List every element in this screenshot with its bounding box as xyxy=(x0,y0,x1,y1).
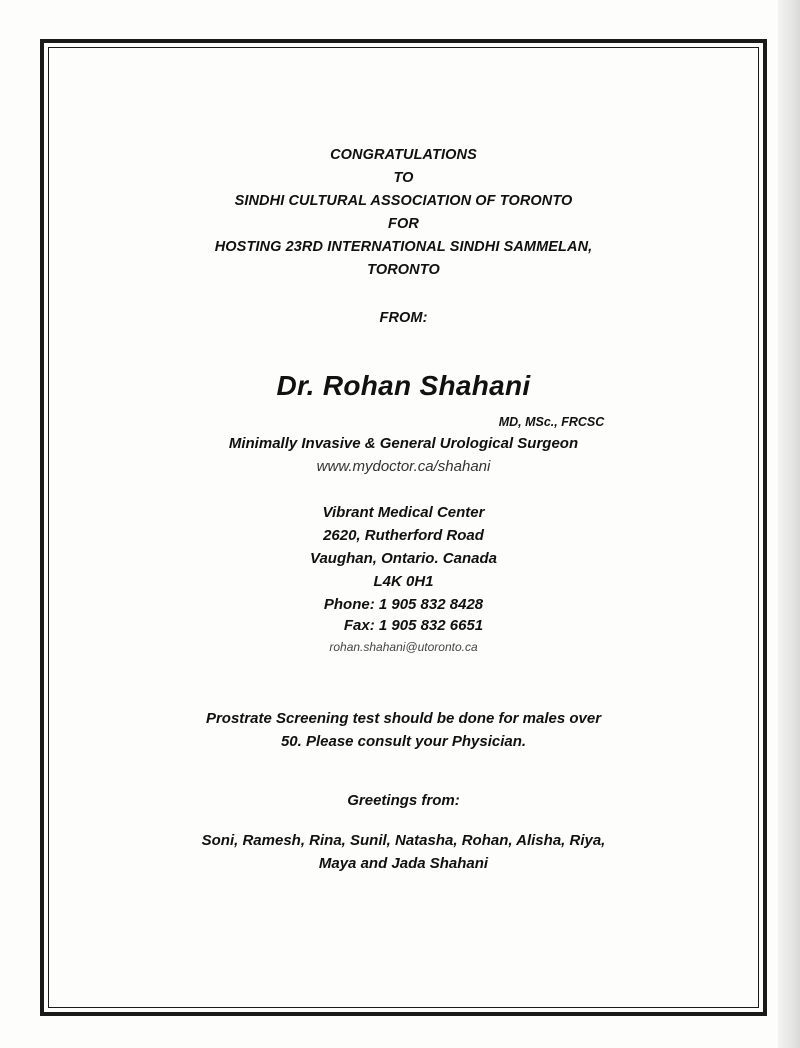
header-congratulations: CONGRATULATIONS xyxy=(330,147,477,163)
notice-line-2: 50. Please consult your Physician. xyxy=(280,733,527,750)
clinic-fax: Fax: 1 905 832 6651 xyxy=(343,617,484,634)
ad-content xyxy=(44,0,763,1048)
greetings-label: Greetings from: xyxy=(347,792,460,809)
notice-line-1: Prostrate Screening test should be done for males over xyxy=(205,710,602,727)
greetings-names-line-2: Maya and Jada Shahani xyxy=(318,855,489,872)
doctor-name: Dr. Rohan Shahani xyxy=(276,370,531,401)
doctor-website-link[interactable]: www.mydoctor.ca/shahani xyxy=(316,458,491,475)
clinic-phone: Phone: 1 905 832 8428 xyxy=(323,596,484,613)
header-event: HOSTING 23RD INTERNATIONAL SINDHI SAMMELAN, xyxy=(214,239,593,255)
header-for: FOR xyxy=(388,216,419,232)
header-organization: SINDHI CULTURAL ASSOCIATION OF TORONTO xyxy=(234,193,573,209)
doctor-specialty: Minimally Invasive & General Urological Surgeon xyxy=(228,435,579,452)
doctor-credentials: MD, MSc., FRCSC xyxy=(498,415,605,429)
clinic-street: 2620, Rutherford Road xyxy=(323,527,484,544)
greetings-names-line-1: Soni, Ramesh, Rina, Sunil, Natasha, Rohan, Alisha, Riya, xyxy=(201,832,606,849)
header-city: TORONTO xyxy=(367,262,440,278)
clinic-city: Vaughan, Ontario. Canada xyxy=(310,550,497,567)
from-label: FROM: xyxy=(379,310,428,326)
clinic-name: Vibrant Medical Center xyxy=(322,504,485,521)
clinic-postal-code: L4K 0H1 xyxy=(373,573,434,590)
header-to: TO xyxy=(393,170,414,186)
page-edge-shadow xyxy=(778,0,800,1048)
doctor-email-link[interactable]: rohan.shahani@utoronto.ca xyxy=(329,640,478,654)
